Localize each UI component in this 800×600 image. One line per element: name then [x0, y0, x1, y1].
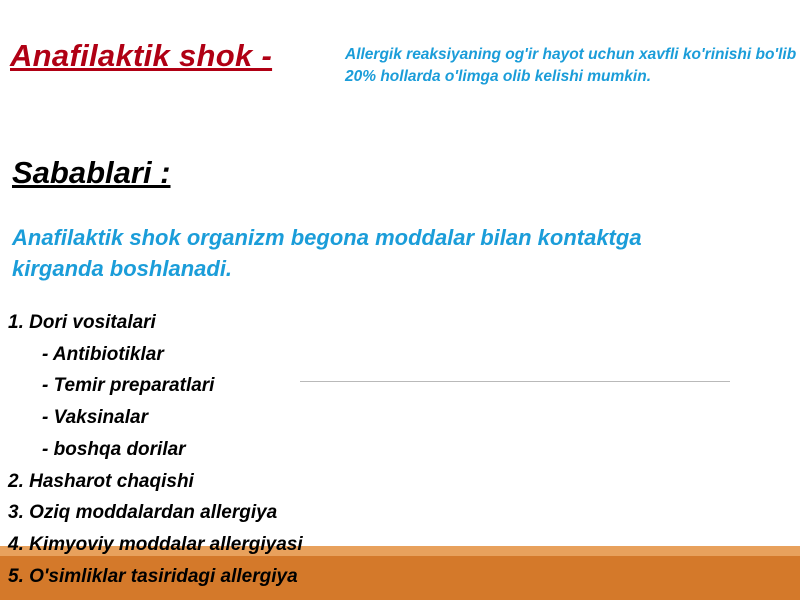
causes-list [8, 307, 708, 592]
list-item: 5. O'simliklar tasiridagi allergiya [8, 565, 298, 587]
section-heading: Sabablari : [12, 155, 171, 190]
intro-paragraph: Anafilaktik shok organizm begona moddalar bilan kontaktga kirganda boshlanadi. [12, 225, 642, 282]
list-item: 3. Oziq moddalardan allergiya [8, 502, 278, 524]
title-block [10, 38, 800, 85]
list-item: - Antibiotiklar [42, 343, 164, 365]
list-item: - boshqa dorilar [42, 438, 186, 460]
list-item: 1. Dori vositalari [8, 312, 156, 333]
title-definition: Allergik reaksiyaning og'ir hayot uchun xavfli ko'rinishi bo'lib 20% hollarda o'limga olib kelishi mumkin. [345, 46, 797, 85]
page-title: Anafilaktik shok - [10, 38, 273, 73]
list-item: 4. Kimyoviy moddalar allergiyasi [8, 534, 303, 556]
list-item: 2. Hasharot chaqishi [8, 470, 194, 492]
list-item: - Vaksinalar [42, 407, 148, 429]
list-item: - Temir preparatlari [42, 375, 215, 397]
